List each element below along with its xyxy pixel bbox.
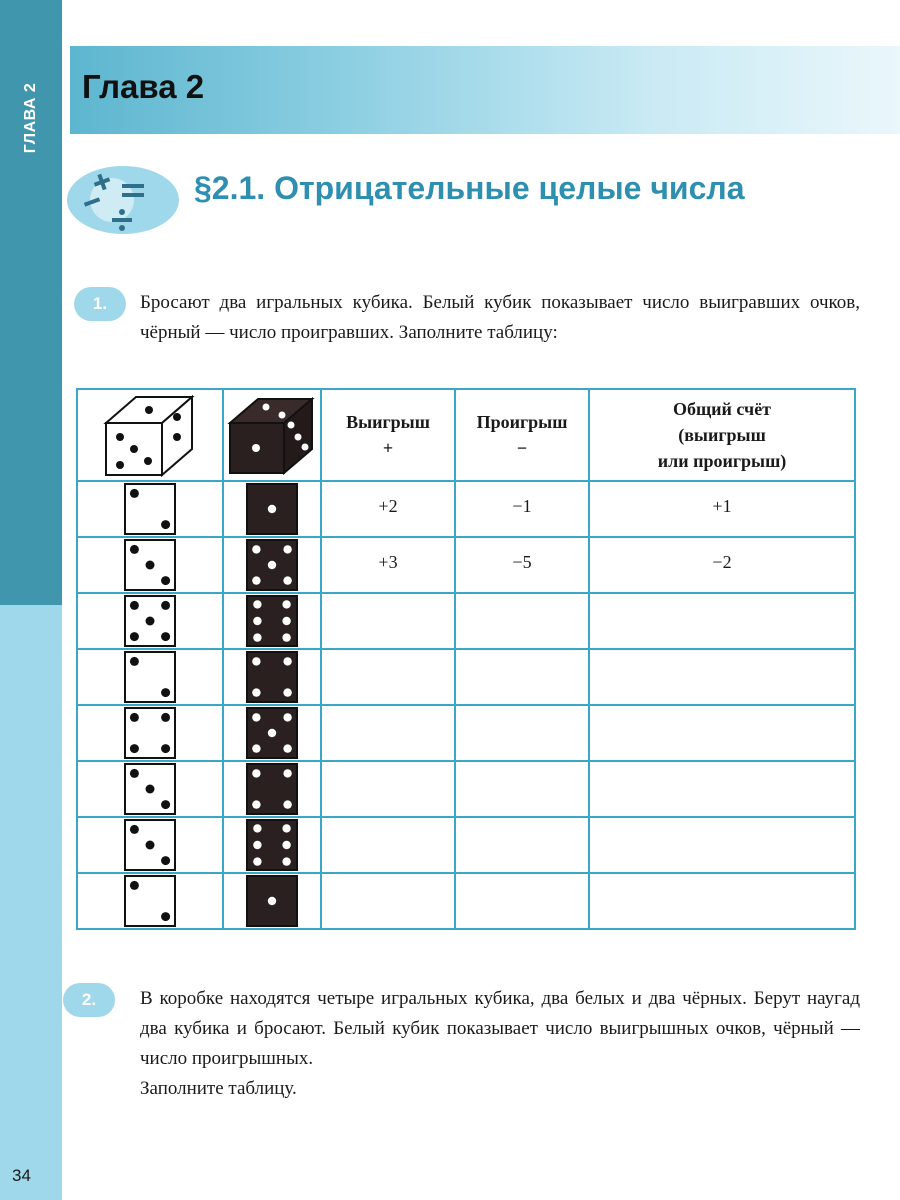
black-die-face-4-icon	[246, 763, 298, 815]
task-1-body: Бросают два игральных кубика. Белый кубик показывает число выигравших очков, чёрный — число проигравших. Заполните таблицу:	[140, 292, 860, 343]
win-cell[interactable]	[321, 761, 455, 817]
loss-cell[interactable]	[455, 593, 589, 649]
total-cell[interactable]	[589, 761, 855, 817]
white-die-cell	[77, 761, 223, 817]
table-row	[77, 705, 855, 761]
task-2-text	[140, 984, 860, 1104]
task-number-badge: 1.	[74, 287, 126, 321]
win-cell[interactable]: +2	[321, 481, 455, 537]
total-cell[interactable]	[589, 649, 855, 705]
white-die-face-2-icon	[124, 875, 176, 927]
table-row	[77, 481, 855, 537]
chapter-title: Глава 2	[82, 68, 205, 105]
white-die-cell	[77, 481, 223, 537]
white-die-cell	[77, 593, 223, 649]
white-die-face-5-icon	[124, 595, 176, 647]
loss-cell[interactable]	[455, 817, 589, 873]
table-row	[77, 873, 855, 929]
math-operations-icon	[64, 160, 182, 238]
white-die-face-2-icon	[124, 651, 176, 703]
header-win-label: Выигрыш	[346, 412, 430, 432]
loss-cell[interactable]: −5	[455, 537, 589, 593]
black-die-cell	[223, 817, 321, 873]
black-die-3d-icon	[226, 395, 318, 475]
header-loss	[455, 389, 589, 481]
black-die-face-4-icon	[246, 651, 298, 703]
white-die-3d-icon	[102, 393, 198, 477]
header-white-die	[77, 389, 223, 481]
total-cell[interactable]: +1	[589, 481, 855, 537]
total-cell[interactable]	[589, 705, 855, 761]
loss-cell[interactable]	[455, 649, 589, 705]
black-die-cell	[223, 481, 321, 537]
black-die-cell	[223, 705, 321, 761]
loss-cell[interactable]: −1	[455, 481, 589, 537]
header-total	[589, 389, 855, 481]
table-row	[77, 817, 855, 873]
task-1-text	[140, 288, 860, 348]
header-total-line3: или проигрыш)	[657, 451, 787, 471]
loss-cell[interactable]	[455, 705, 589, 761]
white-die-cell	[77, 649, 223, 705]
white-die-face-2-icon	[124, 483, 176, 535]
black-die-face-6-icon	[246, 595, 298, 647]
header-black-die	[223, 389, 321, 481]
white-die-cell	[77, 705, 223, 761]
page-number: 34	[8, 1164, 35, 1188]
black-die-cell	[223, 761, 321, 817]
white-die-face-4-icon	[124, 707, 176, 759]
loss-cell[interactable]	[455, 761, 589, 817]
black-die-face-1-icon	[246, 483, 298, 535]
sidebar-chapter-label: ГЛАВА 2	[22, 82, 39, 154]
black-die-cell	[223, 593, 321, 649]
black-die-face-5-icon	[246, 707, 298, 759]
table-row	[77, 593, 855, 649]
white-die-face-3-icon	[124, 763, 176, 815]
header-loss-sign: −	[516, 438, 528, 458]
table-row	[77, 761, 855, 817]
table-header-row	[77, 389, 855, 481]
win-cell[interactable]	[321, 649, 455, 705]
win-cell[interactable]: +3	[321, 537, 455, 593]
header-loss-label: Проигрыш	[476, 412, 568, 432]
black-die-face-5-icon	[246, 539, 298, 591]
dice-table	[76, 388, 856, 930]
total-cell[interactable]: −2	[589, 537, 855, 593]
win-cell[interactable]	[321, 593, 455, 649]
header-total-label: Общий счёт	[672, 399, 772, 419]
black-die-cell	[223, 537, 321, 593]
white-die-face-3-icon	[124, 539, 176, 591]
header-win-sign: +	[382, 438, 394, 458]
white-die-cell	[77, 537, 223, 593]
loss-cell[interactable]	[455, 873, 589, 929]
header-win	[321, 389, 455, 481]
win-cell[interactable]	[321, 817, 455, 873]
white-die-cell	[77, 817, 223, 873]
section-title: §2.1. Отрицательные целые числа	[194, 170, 745, 206]
task-2-instruction: Заполните таблицу.	[140, 1078, 297, 1099]
task-2-body: В коробке находятся четыре игральных кубика, два белых и два чёрных. Берут наугад два кубика и бросают. Белый кубик показывает число выигрышных очков, чёрный — число проигрышных.	[140, 988, 860, 1069]
sidebar-light-band	[0, 605, 62, 1200]
header-total-line2: (выигрыш	[678, 425, 766, 445]
win-cell[interactable]	[321, 705, 455, 761]
win-cell[interactable]	[321, 873, 455, 929]
task-number-badge: 2.	[63, 983, 115, 1017]
white-die-face-3-icon	[124, 819, 176, 871]
black-die-face-1-icon	[246, 875, 298, 927]
black-die-cell	[223, 873, 321, 929]
table-row	[77, 649, 855, 705]
black-die-cell	[223, 649, 321, 705]
total-cell[interactable]	[589, 593, 855, 649]
table-row	[77, 537, 855, 593]
white-die-cell	[77, 873, 223, 929]
black-die-face-6-icon	[246, 819, 298, 871]
total-cell[interactable]	[589, 873, 855, 929]
total-cell[interactable]	[589, 817, 855, 873]
